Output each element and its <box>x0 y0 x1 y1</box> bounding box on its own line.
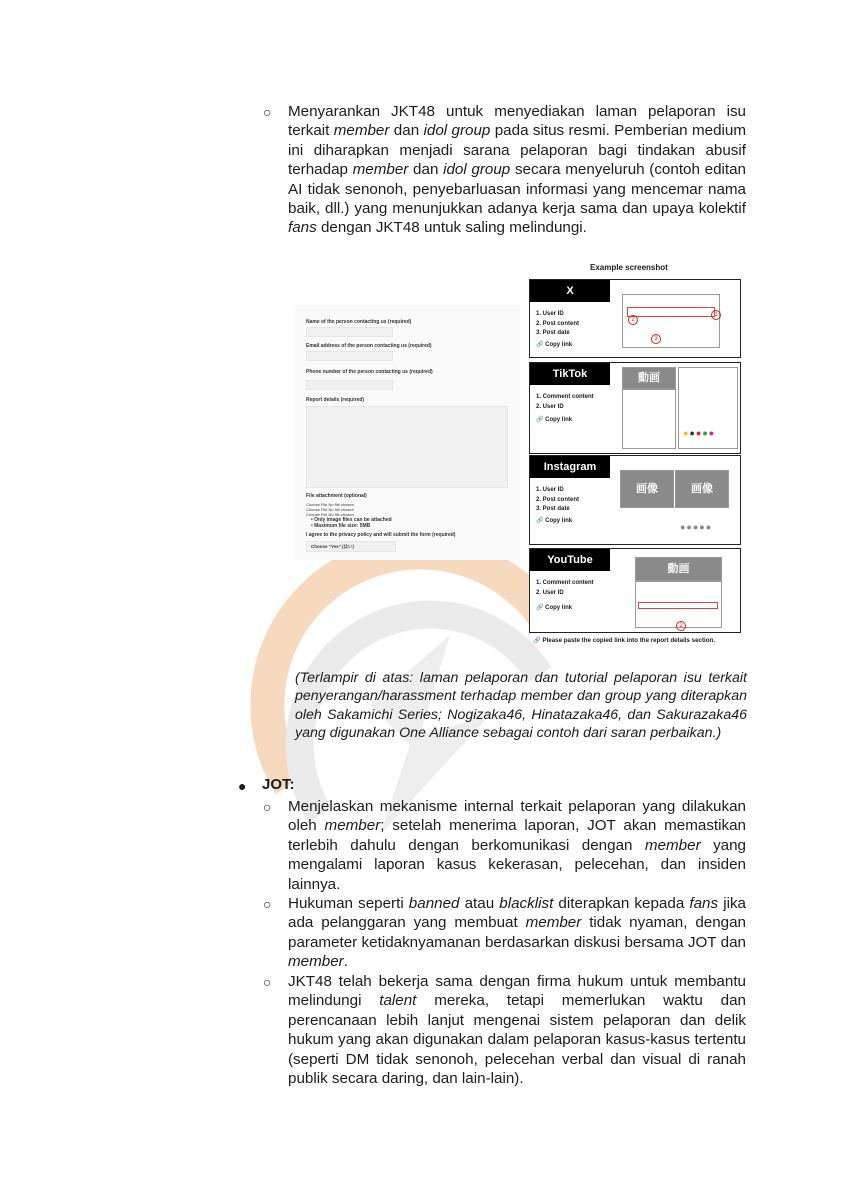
panel-x-list: 1. User ID 2. Post content 3. Post date <box>536 311 580 336</box>
report-form-screenshot <box>295 305 520 560</box>
panel-youtube-video: 動画 <box>635 557 722 581</box>
jot-point-1: Menjelaskan mekanisme internal terkait pelaporan yang dilakukan oleh member; setelah menerima laporan, JOT akan memastikan terlebih dahulu dengan berkomunikasi dengan member yang mengalami laporan kasus kekerasan, pelecehan, dan insiden lainnya. <box>288 798 747 893</box>
phone-input <box>306 380 393 390</box>
panel-tiktok-title: TikTok <box>530 363 610 385</box>
panel-instagram-image-1: 画像 <box>620 470 674 508</box>
panel-x <box>529 279 741 358</box>
panel-x-link: 🔗 Copy link <box>536 342 573 348</box>
file-label: File attachment (optional) <box>306 493 367 499</box>
figure-caption: (Terlampir di atas: laman pelaporan dan tutorial pelaporan isu terkait penyerangan/harassment terhadap member dan group yang diterapkan oleh Sakamichi Series; Nogizaka46, Hinatazaka46, dan Sakurazaka46 yang digunakan One Alliance sebagai contoh dari saran perbaikan.) <box>295 670 747 742</box>
agree-label: I agree to the privacy policy and will submit the form (required) <box>306 532 456 538</box>
panel-instagram-title: Instagram <box>530 456 610 478</box>
jot-point-3: JKT48 telah bekerja sama dengan firma hukum untuk membantu melindungi talent mereka, tetapi memerlukan waktu dan perencanaan lebih lanjut mengenai sistem pelaporan dan delik hukum yang akan digunakan dalam pelaporan kasus-kasus tertentu (seperti DM tidak senonoh, pelecehan verbal dan visual di ranah publik secara daring, dan lain-lain). <box>288 973 746 1088</box>
panel-tiktok <box>529 362 741 454</box>
recommendation-paragraph: Menyarankan JKT48 untuk menyediakan laman pelaporan isu terkait member dan idol group pada situs resmi. Pemberian medium ini diharapkan menjadi sarana pelaporan bagi tindakan abusif terhadap member dan idol group secara menyeluruh (contoh editan AI tidak senonoh, penyebarluasan informasi yang mencemar nama baik, dll.) yang menunjukkan adanya kerja sama dan upaya kolektif fans dengan JKT48 untuk saling melindungi. <box>288 103 747 237</box>
panel-tiktok-list: 1. Comment content 2. User ID <box>536 394 594 410</box>
panel-instagram-dots: ●●●●● <box>680 522 713 532</box>
panel-youtube-title: YouTube <box>530 549 610 571</box>
example-title: Example screenshot <box>590 263 668 272</box>
panel-tiktok-comments <box>622 389 676 449</box>
bullet-circle: ○ <box>263 974 272 990</box>
panel-youtube-list: 1. Comment content 2. User ID <box>536 580 594 596</box>
jot-heading: JOT: <box>262 776 295 793</box>
bullet-circle: ○ <box>263 104 272 120</box>
panel-tiktok-colors: ●●●●● <box>678 367 738 449</box>
panel-tiktok-video: 動画 <box>622 367 676 389</box>
details-textarea <box>306 406 508 488</box>
panel-instagram-link: 🔗 Copy link <box>536 518 573 524</box>
name-input <box>306 327 393 337</box>
email-label: Email address of the person contacting us (required) <box>306 343 432 349</box>
agree-select: Choose "Yes" (はい) <box>306 541 396 552</box>
panel-x-title: X <box>530 280 610 302</box>
paste-link-note: 🔗 Please paste the copied link into the report details section. <box>533 637 716 644</box>
panel-x-screenshot: 2 1 3 <box>622 294 720 348</box>
panel-youtube <box>529 548 741 633</box>
bullet-circle: ○ <box>263 799 272 815</box>
bullet-dot: ● <box>238 778 247 794</box>
phone-label: Phone number of the person contacting us (required) <box>306 369 433 375</box>
jot-point-2: Hukuman seperti banned atau blacklist diterapkan kepada fans jika ada pelanggaran yang membuat member tidak nyaman, dengan parameter ketidaknyamanan berdasarkan diskusi bersama JOT dan member. <box>288 895 746 971</box>
panel-instagram-list: 1. User ID 2. Post content 3. Post date <box>536 487 580 512</box>
file-choosers: Choose File No file chosen Choose File No file chosen Choose File No file chosen <box>306 502 354 517</box>
bullet-circle: ○ <box>263 896 272 912</box>
panel-instagram <box>529 455 741 545</box>
panel-instagram-image-2: 画像 <box>675 470 729 508</box>
email-input <box>306 351 393 361</box>
panel-tiktok-link: 🔗 Copy link <box>536 417 573 423</box>
name-label: Name of the person contacting us (required) <box>306 319 412 325</box>
panel-youtube-link: 🔗 Copy link <box>536 605 573 611</box>
panel-youtube-details: 2 <box>635 581 722 628</box>
details-label: Report details (required) <box>306 397 365 403</box>
file-rules: • Only image files can be attached • Maximum file size: 5MB <box>311 517 392 529</box>
